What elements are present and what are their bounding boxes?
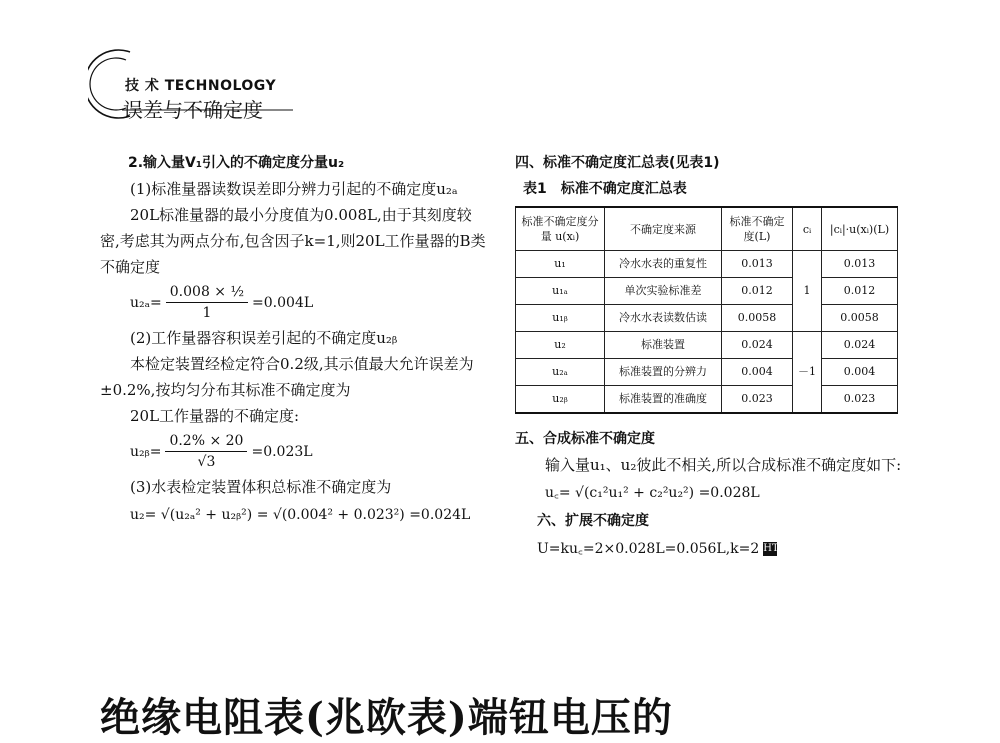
left-column [100,150,490,530]
table-header: 标准不确定度(L) [722,207,793,251]
next-article-title: 绝缘电阻表(兆欧表)端钮电压的 [100,694,673,741]
section-title: 误差与不确定度 [123,98,263,122]
heading-3: (3)水表检定装置体积总标准不确定度为 [130,478,392,496]
formula-u2b: u₂ᵦ= $\frac{0.2\% \times 20}{√3}$ =0.023L [130,433,313,470]
table-row: u₁ᵦ 冷水水表读数估读 0.0058 0.0058 [516,305,898,332]
article-end-icon: HT [763,543,779,554]
heading-2b: (2)工作量器容积误差引起的不确定度u₂ᵦ [130,329,398,347]
table-row: u₂ₐ 标准装置的分辨力 0.004 0.004 [516,359,898,386]
heading-2: 2.输入量V₁引入的不确定度分量u₂ [128,155,345,171]
table-row: u₂ 标准装置 0.024 －1 0.024 [516,332,898,359]
section-4-heading: 四、标准不确定度汇总表(见表1) [515,155,720,171]
table-row: u₁ₐ 单次实验标准差 0.012 0.012 [516,278,898,305]
paragraph-1: 20L标准量器的最小分度值为0.008L,由于其刻度较密,考虑其为两点分布,包含因子k=1,则20L工作量器的B类不确定度 [100,206,486,276]
right-column [515,150,905,564]
table-header: 标准不确定度分量 u(xᵢ) [516,207,605,251]
table-header: |cᵢ|·u(xᵢ)(L) [822,207,898,251]
paragraph-5: 输入量u₁、u₂彼此不相关,所以合成标准不确定度如下: [545,456,902,474]
paragraph-3: 20L工作量器的不确定度: [130,407,300,425]
section-5-heading: 五、合成标准不确定度 [515,431,655,447]
uncertainty-summary-table [515,206,898,414]
formula-u2a: u₂ₐ= $\frac{\text{0.008 × ½}}{1}$ =0.004L [130,284,314,321]
heading-2a: (1)标准量器读数误差即分辨力引起的不确定度u₂ₐ [130,180,458,198]
table-title: 表1 标准不确定度汇总表 [523,181,687,197]
table-row: u₂ᵦ 标准装置的准确度 0.023 0.023 [516,386,898,414]
formula-uc: u꜀= √(c₁²u₁² + c₂²u₂²) =0.028L [545,485,760,501]
formula-expanded: U=ku꜀=2×0.028L=0.056L,k=2 HT [537,541,779,557]
table-row: u₁ 冷水水表的重复性 0.013 1 0.013 [516,251,898,278]
section-6-heading: 六、扩展不确定度 [537,513,649,529]
table-header: 不确定度来源 [605,207,722,251]
section-tag: 技 术 TECHNOLOGY [125,78,277,94]
formula-u2: u₂= √(u₂ₐ² + u₂ᵦ²) = √(0.004² + 0.023²) =0.024L [130,507,471,523]
paragraph-2: 本检定装置经检定符合0.2级,其示值最大允许误差为±0.2%,按均匀分布其标准不确定度为 [100,355,474,399]
table-header: cᵢ [793,207,822,251]
